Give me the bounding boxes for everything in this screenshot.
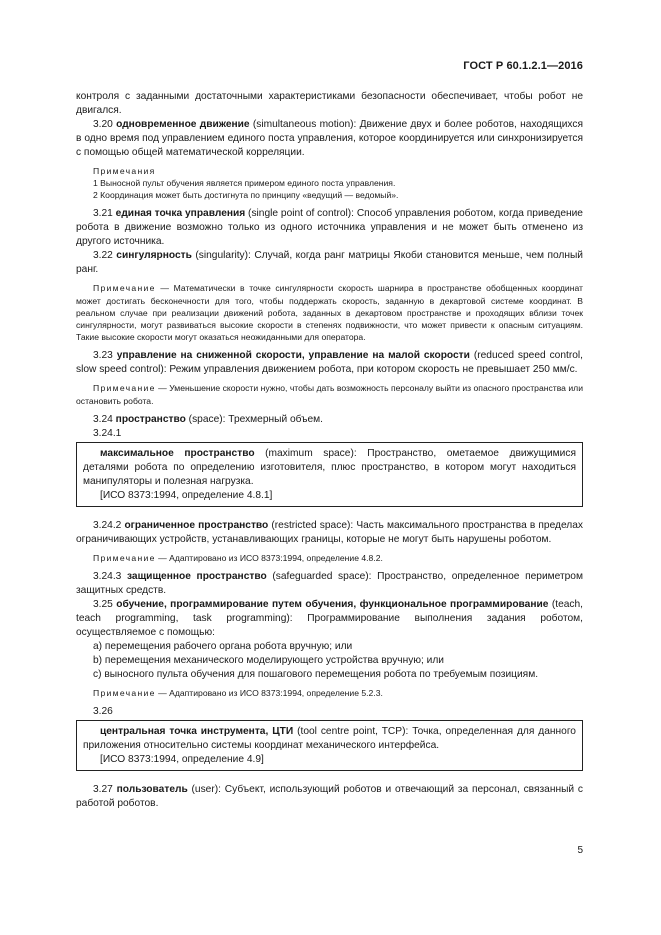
spacer xyxy=(76,772,583,783)
note-3-23 xyxy=(76,382,583,406)
term-title: пользователь xyxy=(116,784,188,796)
term-definition: (restricted space): Часть максимального пространства в пределах ограничивающих устройств, устанавливающих границы, которые не могут быть нарушены роботом. xyxy=(76,519,583,545)
term-number: 3.25 xyxy=(93,599,113,611)
page-content xyxy=(76,90,583,811)
note-3-22 xyxy=(76,282,583,343)
term-3-24-1-number: 3.24.1 xyxy=(93,427,122,439)
term-definition: (maximum space): Пространство, ометаемое движущимися деталями робота по определению изготовителя, плюс пространство, в котором могут находиться манипуляторы и полезная нагрузка. xyxy=(83,447,576,487)
term-title: пространство xyxy=(115,413,186,425)
term-3-22 xyxy=(76,249,583,277)
list-item-b: b) перемещения механического моделирующего устройства вручную; или xyxy=(93,655,444,667)
note-text: — Адаптировано из ИСО 8373:1994, определение 5.2.3. xyxy=(155,688,383,699)
term-3-20 xyxy=(76,118,583,160)
term-title: сингулярность xyxy=(116,250,192,262)
source-reference: [ИСО 8373:1994, определение 4.9] xyxy=(100,754,264,766)
term-number: 3.23 xyxy=(93,350,113,362)
term-definition: (reduced speed control, slow speed control): Режим управления движением робота, при котором скорость не превышает 250 мм/с. xyxy=(76,350,583,376)
spacer xyxy=(76,508,583,519)
term-3-24 xyxy=(76,413,583,427)
term-title: защищенное пространство xyxy=(126,571,267,583)
paragraph-continuation: контроля с заданными достаточными характеристиками безопасности обеспечивает, чтобы робот не двигался. xyxy=(76,91,583,116)
term-box-3-24-1 xyxy=(76,442,583,507)
term-number: 3.22 xyxy=(93,250,113,262)
term-number: 3.20 xyxy=(93,119,113,130)
note-text: — Уменьшение скорости нужно, чтобы дать возможность персоналу выйти из опасного пространства или остановить робота. xyxy=(76,383,583,406)
term-title: максимальное пространство xyxy=(100,447,255,459)
term-3-26-number: 3.26 xyxy=(93,706,113,718)
term-number: 3.24 xyxy=(93,413,113,425)
note-label: Примечание xyxy=(93,688,156,699)
page-number: 5 xyxy=(577,845,583,856)
term-definition: (single point of control): Способ управления роботом, когда приведение робота в движение возможно только из одного источника управления и не может быть отменено из другого источника. xyxy=(76,208,583,248)
term-title: ограниченное пространство xyxy=(124,519,269,531)
term-definition: (simultaneous motion): Движение двух и более роботов, находящихся в одно время под управлением единого поста управления, которое координируется или синхронизируется с помощью общей математической корреляции. xyxy=(76,119,584,158)
term-3-24-2 xyxy=(76,519,583,547)
note-3-25 xyxy=(76,687,583,699)
term-3-26 xyxy=(83,725,576,753)
term-definition: (safeguarded space): Пространство, определенное периметром защитных средств. xyxy=(76,571,583,597)
note-2: 2 Координация может быть достигнута по принципу «ведущий — ведомый». xyxy=(93,190,399,201)
note-text: — Адаптировано из ИСО 8373:1994, определение 4.8.2. xyxy=(155,552,383,563)
term-definition: (user): Субъект, использующий роботов и отвечающий за персонал, связанный с работой роботов. xyxy=(76,784,583,810)
term-definition: (teach, teach programming, task programming): Программирование выполнения задания роботом, осуществляемое с помощью: xyxy=(76,599,583,639)
term-number: 3.27 xyxy=(93,784,113,796)
note-label: Примечание xyxy=(93,383,156,394)
term-3-23 xyxy=(76,349,583,377)
term-number: 3.24.3 xyxy=(93,571,122,583)
notes-heading: Примечания xyxy=(93,166,156,176)
term-number: 3.24.2 xyxy=(93,519,122,531)
term-title: центральная точка инструмента, ЦТИ xyxy=(100,726,294,738)
term-definition: (singularity): Случай, когда ранг матрицы Якоби становится меньше, чем полный ранг. xyxy=(76,250,583,276)
term-3-21 xyxy=(76,207,583,249)
note-3-24-2 xyxy=(76,552,583,564)
term-definition: (tool centre point, TCP): Точка, определенная для данного приложения относительно системы координат механического интерфейса. xyxy=(83,726,576,752)
term-number: 3.21 xyxy=(93,208,113,220)
term-3-24-3 xyxy=(76,570,583,598)
source-reference: [ИСО 8373:1994, определение 4.8.1] xyxy=(100,489,273,501)
note-label: Примечание xyxy=(93,552,156,563)
note-label: Примечание xyxy=(93,283,156,294)
term-title: обучение, программирование путем обучения, функциональное программирование xyxy=(116,599,549,611)
term-title: одновременное движение xyxy=(116,119,250,130)
list-item-a: a) перемещения рабочего органа робота вручную; или xyxy=(93,641,353,653)
term-title: управление на сниженной скорости, управление на малой скорости xyxy=(116,350,470,362)
term-3-27 xyxy=(76,783,583,811)
term-box-3-26 xyxy=(76,720,583,771)
term-3-24-1 xyxy=(83,447,576,489)
list-item-c: c) выносного пульта обучения для пошагового перемещения робота по требуемым позициям. xyxy=(93,669,539,681)
note-1: 1 Выносной пульт обучения является примером единого поста управления. xyxy=(93,178,396,188)
term-title: единая точка управления xyxy=(115,208,246,220)
term-definition: (space): Трехмерный объем. xyxy=(185,413,323,425)
term-3-25 xyxy=(76,598,583,640)
standard-code: ГОСТ Р 60.1.2.1—2016 xyxy=(463,60,583,72)
note-text: — Математически в точке сингулярности скорость шарнира в пространстве обобщенных координат может достигать бесконечности для того, чтобы поддержать скорость, заданную в декартовой системе координат. В реальном случае при реализации движений робота, заданных в декартовом пространстве и проходящих вблизи точек сингулярности, могут развиваться высокие скорости в степенях подвижности, что может привести к опасным ситуациям. Такие высокие скорости могут оказаться неожиданными для оператора. xyxy=(76,283,583,343)
